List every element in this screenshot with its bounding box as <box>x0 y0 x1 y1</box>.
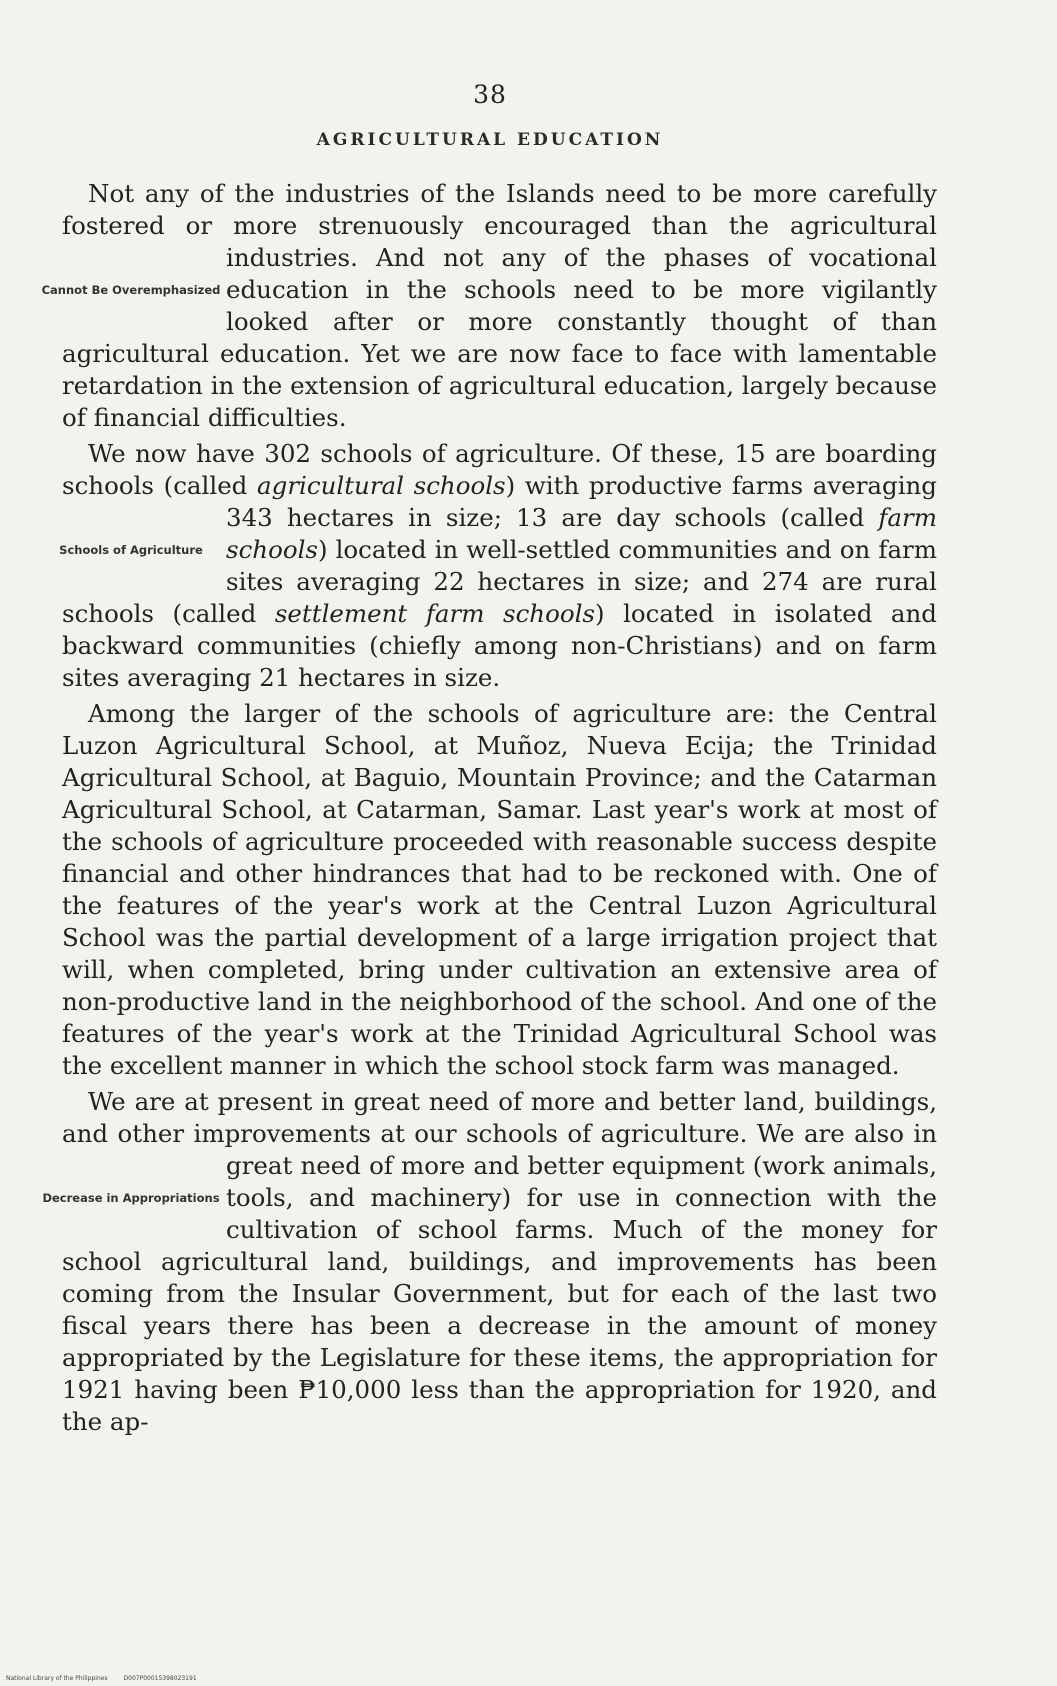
scan-footer <box>6 1675 211 1682</box>
paragraph-2-italic-1: agricultural schools <box>257 471 506 500</box>
paragraph-2-italic-2: farm schools <box>226 503 937 564</box>
running-head: AGRICULTURAL EDUCATION <box>316 130 664 150</box>
paragraph-2-text-mid2: ) located in well-settled communities and on farm sites averaging 22 hectares in size; and 274 are rural schools (called <box>62 535 937 628</box>
footer-library: National Library of the Philippines <box>6 1675 108 1682</box>
paragraph-4-text-before: We are at present in great need of more and better land, buildings, and other improvements at our schools of agriculture. We are also in great need of more and better equipment (work <box>62 1087 937 1180</box>
footer-record-id: D007P00015398023191 <box>123 1675 197 1682</box>
paragraph-2-text-after: ) located in isolated and backward communities (chiefly among non-Christians) and on farm sites averaging 21 hectares in size. <box>62 599 937 692</box>
paragraph-2 <box>59 438 937 694</box>
paragraph-2-text-mid: ) with productive farms averaging 343 hectares in size; 13 are day schools (called <box>226 471 937 532</box>
body-text <box>41 178 937 1442</box>
side-note-decrease-in-appropriations <box>36 1150 226 1246</box>
side-note-schools-of-agriculture <box>36 502 226 598</box>
paragraph-2-text-before: We now have 302 schools of agriculture. Of these, 15 are boarding schools (called <box>62 439 937 500</box>
page-number: 38 <box>473 80 507 109</box>
side-note-label: Cannot Be Overemphasized <box>41 282 221 297</box>
paragraph-3: Among the larger of the schools of agriculture are: the Central Luzon Agricultural School, at Muñoz, Nueva Ecija; the Trinidad Agricultural School, at Baguio, Mountain Province; and the Catarman Agricultural School, at Catarman, Samar. Last year's work at most of the schools of agriculture proceeded with reasonable success despite financial and other hindrances that had to be reckoned with. One of the features of the year's work at the Central Luzon Agricultural School was the partial development of a large irrigation project that will, when completed, bring under cultivation an extensive area of non-productive land in the neighborhood of the school. And one of the features of the year's work at the Trinidad Agricultural School was the excellent manner in which the school stock farm was managed. <box>62 699 937 1080</box>
side-note-label: Decrease in Appropriations <box>42 1190 220 1205</box>
paragraph-1-text-before: Not any of the industries of the Islands need to be more carefully fostered or more strenuously encouraged than the agricultural industries. And not any of the phases of vocational <box>62 179 937 272</box>
side-note-cannot-be-overemphasized <box>36 242 226 338</box>
paragraph-4 <box>42 1086 937 1438</box>
side-note-label: Schools of Agriculture <box>59 542 203 557</box>
paragraph-1-text-after: education in the schools need to be more vigilantly looked after or more constantly thought of than agricultural education. Yet we are now face to face with lamentable retardation in the extension of agricultural education, largely because of financial difficulties. <box>62 275 937 432</box>
paragraph-2-italic-3: settlement farm schools <box>274 599 595 628</box>
paragraph-1 <box>41 178 937 434</box>
paragraph-4-text-after: animals, tools, and machinery) for use in connection with the cultivation of school farms. Much of the money for school agricultural land, buildings, and improvements has been coming from the Insular Government, but for each of the last two fiscal years there has been a decrease in the amount of money appropriated by the Legislature for these items, the appropriation for 1921 having been ₱10,000 less than the appropriation for 1920, and the ap- <box>62 1151 937 1436</box>
